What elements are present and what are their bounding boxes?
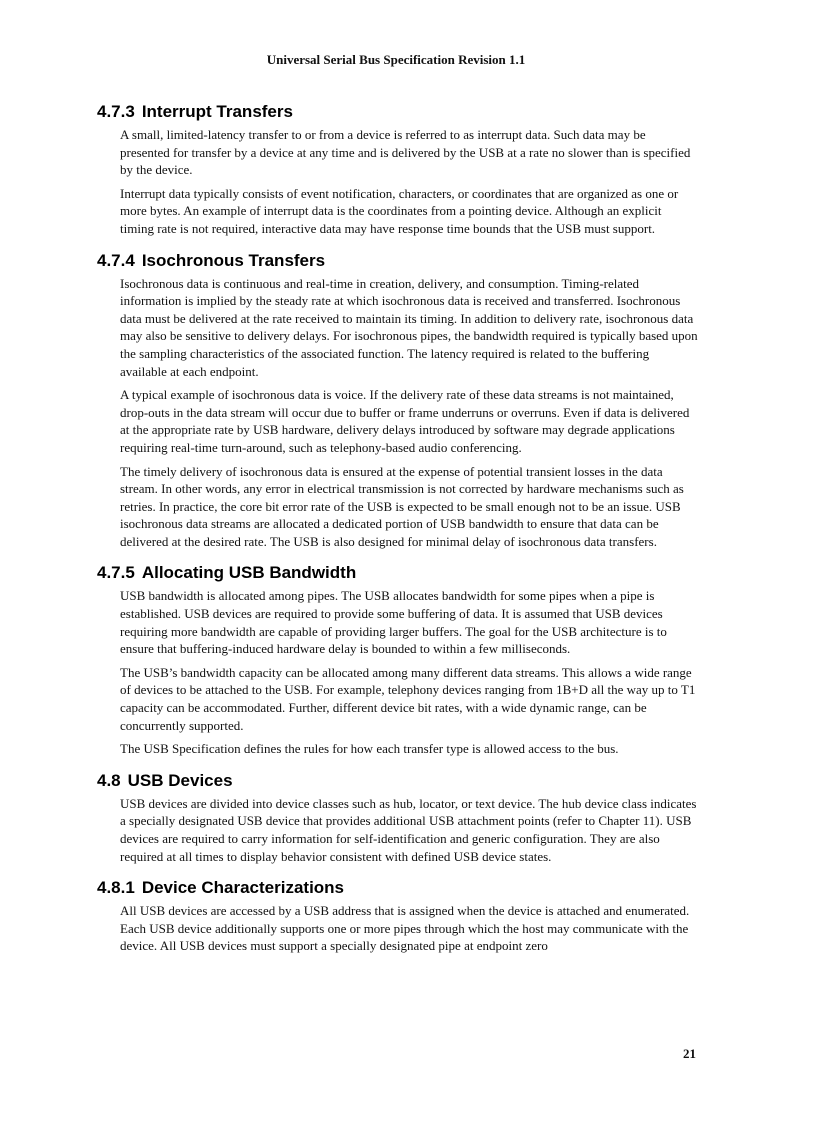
paragraph: A typical example of isochronous data is voice. If the delivery rate of these data streams is not maintained, drop-outs in the data stream will occur due to buffer or frame underruns or overruns. Even if data is delivered at the appropriate rate by USB hardware, delivery delays introduced by software may degrade applications requiring real-time turn-around, such as telephony-based audio conferencing. xyxy=(120,387,690,455)
paragraph: All USB devices are accessed by a USB address that is assigned when the device is attached and enumerated. Each USB device additionally supports one or more pipes through which the host may communicate with the device. All USB devices must support a specially designated pipe at endpoint zero xyxy=(120,903,690,954)
section-allocating-usb-bandwidth xyxy=(97,562,697,757)
section-title: Allocating USB Bandwidth xyxy=(141,563,357,583)
section-number: 4.7.5 xyxy=(97,563,135,583)
section-heading xyxy=(97,562,697,584)
section-title: Isochronous Transfers xyxy=(141,250,326,270)
paragraph: The USB Specification defines the rules for how each transfer type is allowed access to the bus. xyxy=(120,741,619,757)
section-heading xyxy=(97,101,697,123)
section-number: 4.7.3 xyxy=(97,102,135,121)
section-title: Device Characterizations xyxy=(141,878,345,898)
section-title: Interrupt Transfers xyxy=(141,102,293,121)
section-heading xyxy=(97,770,697,792)
paragraph: Isochronous data is continuous and real-time in creation, delivery, and consumption. Timing-related information is implied by the steady rate at which isochronous data is received and transferred. Isochronous data must be delivered at the rate received to maintain its timing. In addition to delivery rate, isochronous data may also be sensitive to delivery delays. For isochronous pipes, the bandwidth required is typically based upon the sampling characteristics of the associated function. The latency required is related to the buffering available at each endpoint. xyxy=(120,275,698,379)
paragraph: The USB’s bandwidth capacity can be allocated among many different data streams. This allows a wide range of devices to be attached to the USB. For example, telephony devices ranging from 1B+D all the way up to T1 capacity can be accommodated. Further, different device bit rates, with a wide dynamic range, can be concurrently supported. xyxy=(120,664,696,733)
section-device-characterizations xyxy=(97,877,697,955)
section-number: 4.8.1 xyxy=(97,878,135,898)
section-number: 4.7.4 xyxy=(97,250,135,270)
section-number: 4.8 xyxy=(97,770,121,790)
page-body xyxy=(97,101,697,961)
paragraph: USB devices are divided into device classes such as hub, locator, or text device. The hub device class indicates a specially designated USB device that provides additional USB attachment points (refer to Chapter 11). USB devices are required to carry information for self-identification and generic configuration. They are also required at all times to display behavior consistent with defined USB device states. xyxy=(120,795,697,864)
paragraph: The timely delivery of isochronous data is ensured at the expense of potential transient losses in the data stream. In other words, any error in electrical transmission is not corrected by hardware mechanisms such as retries. In practice, the core bit error rate of the USB is expected to be small enough not to be an issue. USB isochronous data streams are allocated a dedicated portion of USB bandwidth to ensure that data can be delivered at the desired rate. The USB is also designed for minimal delay of isochronous data transfers. xyxy=(120,463,684,549)
paragraph: Interrupt data typically consists of event notification, characters, or coordinates that are organized as one or more bytes. An example of interrupt data is the coordinates from a pointing device. Although an explicit timing rate is not required, interactive data may have response time bounds that the USB must support. xyxy=(120,185,679,236)
running-header: Universal Serial Bus Specification Revision 1.1 xyxy=(266,52,526,67)
paragraph: A small, limited-latency transfer to or from a device is referred to as interrupt data. Such data may be presented for transfer by a device at any time and is delivered by the USB at a rate no slower than is specified by the device. xyxy=(120,127,691,178)
section-heading xyxy=(97,877,697,899)
section-isochronous-transfers xyxy=(97,250,697,551)
section-interrupt-transfers xyxy=(97,101,697,238)
section-heading xyxy=(97,250,697,272)
page-number: 21 xyxy=(683,1046,696,1061)
paragraph: USB bandwidth is allocated among pipes. The USB allocates bandwidth for some pipes when a pipe is established. USB devices are required to provide some buffering of data. It is assumed that USB devices requiring more bandwidth are capable of providing larger buffers. The goal for the USB architecture is to ensure that buffering-induced hardware delay is bounded to within a few milliseconds. xyxy=(120,588,667,657)
section-title: USB Devices xyxy=(127,770,233,790)
section-usb-devices xyxy=(97,770,697,865)
